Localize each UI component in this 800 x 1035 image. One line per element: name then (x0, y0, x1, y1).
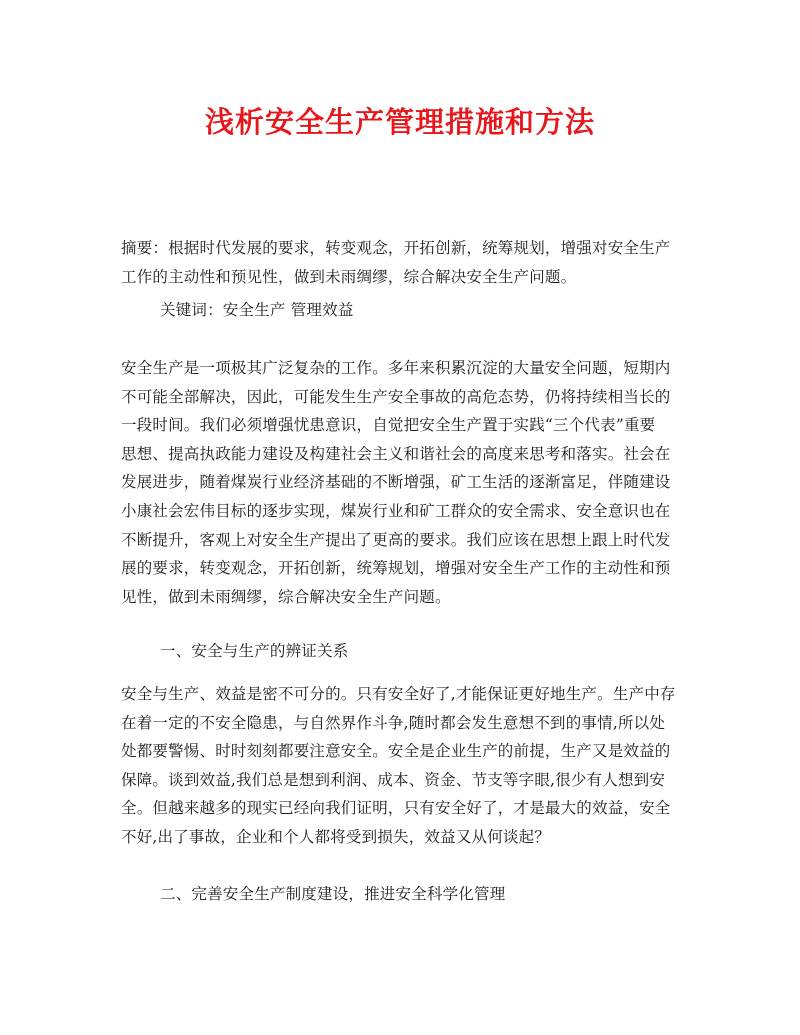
abstract-line: 工作的主动性和预见性，做到未雨绸缪，综合解决安全生产问题。 (121, 267, 577, 286)
paragraph-line: 发展进步，随着煤炭行业经济基础的不断增强，矿工生活的逐渐富足，伴随建设 (121, 473, 671, 492)
paragraph-line: 保障。谈到效益,我们总是想到利润、成本、资金、节支等字眼,很少有人想到安 (121, 770, 666, 789)
section-heading-2: 二、完善安全生产制度建设，推进安全科学化管理 (160, 885, 506, 903)
body-paragraph-1 (121, 354, 681, 611)
paragraph-line: 不可能全部解决，因此，可能发生生产安全事故的高危态势，仍将持续相当长的 (121, 387, 671, 406)
paragraph-line: 一段时间。我们必须增强忧患意识，自觉把安全生产置于实践“三个代表”重要 (121, 416, 656, 435)
paragraph-line: 小康社会宏伟目标的逐步实现，煤炭行业和矿工群众的安全需求、安全意识也在 (121, 501, 671, 520)
paragraph-line: 在着一定的不安全隐患，与自然界作斗争,随时都会发生意想不到的事情,所以处 (121, 713, 666, 732)
paragraph-line: 处都要警惕、时时刻刻都要注意安全。安全是企业生产的前提，生产又是效益的 (121, 742, 671, 761)
paragraph-line: 不断提升，客观上对安全生产提出了更高的要求。我们应该在思想上跟上时代发 (121, 530, 671, 549)
paragraph-line: 安全生产是一项极其广泛复杂的工作。多年来积累沉淀的大量安全问题，短期内 (121, 359, 671, 377)
abstract (121, 234, 681, 291)
paragraph-line: 展的要求，转变观念，开拓创新，统筹规划，增强对安全生产工作的主动性和预 (121, 559, 671, 578)
abstract-line: 摘要：根据时代发展的要求，转变观念，开拓创新，统筹规划，增强对安全生产 (121, 239, 671, 257)
paragraph-line: 不好,出了事故，企业和个人都将受到损失，效益又从何谈起？ (121, 827, 551, 846)
abstract-text (121, 234, 681, 291)
paragraph-line: 思想、提高执政能力建设及构建社会主义和谐社会的高度来思考和落实。社会在 (121, 444, 671, 463)
paragraph-line: 见性，做到未雨绸缪，综合解决安全生产问题。 (121, 587, 451, 606)
body-paragraph-2 (121, 680, 681, 852)
document-title: 浅析安全生产管理措施和方法 (204, 105, 595, 139)
section-heading-1: 一、安全与生产的辨证关系 (160, 642, 349, 660)
paragraph-line: 安全与生产、效益是密不可分的。只有安全好了,才能保证更好地生产。生产中存 (121, 685, 676, 703)
paragraph-line: 全。但越来越多的现实已经向我们证明，只有安全好了，才是最大的效益，安全 (121, 799, 671, 818)
keywords: 关键词：安全生产 管理效益 (160, 301, 354, 319)
